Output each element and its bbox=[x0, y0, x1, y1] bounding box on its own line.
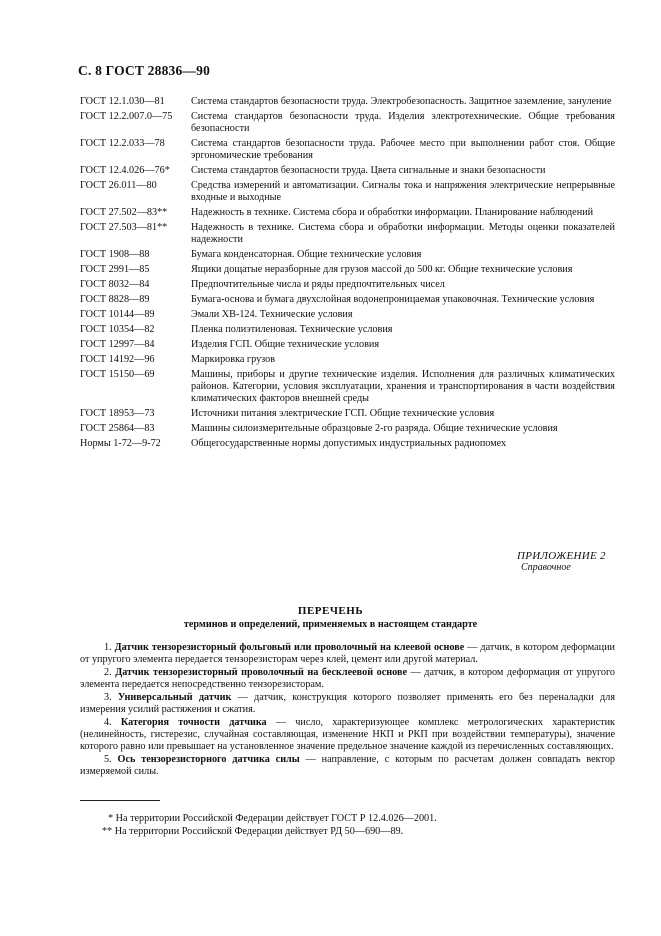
standard-title: Эмали ХВ-124. Технические условия bbox=[191, 309, 353, 320]
footnote: * На территории Российской Федерации действует ГОСТ Р 12.4.026—2001. bbox=[108, 813, 437, 824]
standard-row bbox=[80, 264, 615, 276]
definition-item bbox=[80, 754, 615, 778]
standard-code: ГОСТ 12.4.026—76* bbox=[80, 165, 170, 176]
standard-title: Общегосударственные нормы допустимых индустриальных радиопомех bbox=[191, 438, 507, 449]
standard-title: Машины силоизмерительные образцовые 2-го разряда. Общие технические условия bbox=[191, 423, 558, 434]
standard-row bbox=[80, 165, 615, 177]
standard-title: Источники питания электрические ГСП. Общие технические условия bbox=[191, 408, 495, 419]
definition-text: — датчик, конструкция которого позволяет применять его без переналадки для измерения усилий растяжения и сжатия. bbox=[80, 692, 616, 715]
standard-code: ГОСТ 10354—82 bbox=[80, 324, 155, 335]
standard-title: Бумага конденсаторная. Общие технические условия bbox=[191, 249, 422, 260]
standard-row bbox=[80, 249, 615, 261]
footnote: ** На территории Российской Федерации действует РД 50—690—89. bbox=[102, 826, 404, 837]
standard-title: Предпочтительные числа и ряды предпочтительных чисел bbox=[191, 279, 445, 290]
standard-row bbox=[80, 138, 615, 162]
standard-row bbox=[80, 423, 615, 435]
standard-code: ГОСТ 8032—84 bbox=[80, 279, 150, 290]
definition-term: Категория точности датчика bbox=[120, 717, 267, 728]
terms-heading-subtitle: терминов и определений, применяемых в настоящем стандарте bbox=[183, 619, 478, 630]
standards-list bbox=[80, 96, 615, 453]
standard-title: Изделия ГСП. Общие технические условия bbox=[191, 339, 380, 350]
definition-text: — число, характеризующее комплекс метрологических характеристик (нелинейность, гистерезис, случайная составляющая, изменение НКП и РКП при воздействии температуры), значение которого равно или превышает на установленное значение предельное значение каждой из перечисленных составляющих. bbox=[80, 717, 616, 752]
definition-text: — датчик, в котором деформация от упругого элемента передается непосредственно тензорезисторам. bbox=[80, 667, 615, 690]
standard-code: ГОСТ 8828—89 bbox=[80, 294, 150, 305]
definition-term: Датчик тензорезисторный фольговый или проволочный на клеевой основе bbox=[114, 642, 465, 653]
standard-row bbox=[80, 354, 615, 366]
definition-term: Датчик тензорезисторный проволочный на бесклеевой основе bbox=[115, 667, 407, 678]
standard-row bbox=[80, 309, 615, 321]
standard-title: Маркировка грузов bbox=[191, 354, 276, 365]
standard-title: Пленка полиэтиленовая. Технические условия bbox=[191, 324, 393, 335]
definition-number: 3. bbox=[104, 692, 112, 703]
definition-item bbox=[80, 667, 615, 691]
standard-title: Надежность в технике. Система сбора и обработки информации. Планирование наблюдений bbox=[191, 207, 594, 218]
appendix-label bbox=[517, 550, 617, 573]
standard-code: ГОСТ 15150—69 bbox=[80, 369, 155, 380]
standard-title: Система стандартов безопасности труда. Электробезопасность. Защитное заземление, зануление bbox=[191, 96, 612, 107]
definition-item bbox=[80, 642, 615, 666]
appendix-title: ПРИЛОЖЕНИЕ 2 bbox=[517, 550, 606, 562]
standard-row bbox=[80, 207, 615, 219]
standard-row bbox=[80, 438, 615, 450]
standard-code: ГОСТ 2991—85 bbox=[80, 264, 150, 275]
definition-term: Универсальный датчик bbox=[117, 692, 232, 703]
standard-title: Средства измерений и автоматизации. Сигналы тока и напряжения электрические непрерывные входные и выходные bbox=[191, 180, 615, 203]
standard-row bbox=[80, 408, 615, 420]
page-header: С. 8 ГОСТ 28836—90 bbox=[78, 63, 211, 78]
definition-text: — датчик, в котором деформации от упругого элемента передается тензорезисторам через клей, цемент или другой материал. bbox=[80, 642, 615, 665]
standard-title: Надежность в технике. Система сбора и обработки информации. Методы оценки показателей надежности bbox=[191, 222, 615, 245]
definition-number: 1. bbox=[104, 642, 112, 653]
standard-title: Бумага-основа и бумага двухслойная водонепроницаемая упаковочная. Технические условия bbox=[191, 294, 595, 305]
standard-row bbox=[80, 339, 615, 351]
standard-code: ГОСТ 27.502—83** bbox=[80, 207, 168, 218]
definition-number: 4. bbox=[104, 717, 112, 728]
standard-row bbox=[80, 324, 615, 336]
standard-title: Ящики дощатые неразборные для грузов массой до 500 кг. Общие технические условия bbox=[191, 264, 573, 275]
definition-number: 5. bbox=[104, 754, 112, 765]
definition-item bbox=[80, 692, 615, 716]
definition-text: — направление, с которым по расчетам должен совпадать вектор измеряемой силы. bbox=[80, 754, 616, 777]
appendix-subtitle: Справочное bbox=[521, 562, 571, 573]
standard-row bbox=[80, 279, 615, 291]
standard-row bbox=[80, 96, 615, 108]
standard-code: ГОСТ 12.1.030—81 bbox=[80, 96, 165, 107]
standard-code: ГОСТ 12997—84 bbox=[80, 339, 155, 350]
standard-row bbox=[80, 180, 615, 204]
terms-heading-title: ПЕРЕЧЕНЬ bbox=[297, 605, 364, 617]
standard-code: ГОСТ 10144—89 bbox=[80, 309, 155, 320]
definitions-list bbox=[80, 642, 615, 779]
footnotes bbox=[80, 812, 615, 838]
standard-title: Машины, приборы и другие технические изделия. Исполнения для различных климатических районов. Категории, условия эксплуатации, хранения и транспортирования в части воздействия климатических факторов внешней среды bbox=[191, 369, 615, 404]
standard-title: Система стандартов безопасности труда. Рабочее место при выполнении работ стоя. Общие эргономические требования bbox=[191, 138, 615, 161]
standard-code: ГОСТ 12.2.007.0—75 bbox=[80, 111, 173, 122]
standard-title: Система стандартов безопасности труда. Цвета сигнальные и знаки безопасности bbox=[191, 165, 546, 176]
definition-number: 2. bbox=[104, 667, 112, 678]
standard-row bbox=[80, 111, 615, 135]
standard-code: ГОСТ 12.2.033—78 bbox=[80, 138, 165, 149]
definition-term: Ось тензорезисторного датчика силы bbox=[117, 754, 300, 765]
standard-title: Система стандартов безопасности труда. Изделия электротехнические. Общие требования безопасности bbox=[191, 111, 615, 134]
standard-code: ГОСТ 1908—88 bbox=[80, 249, 150, 260]
footnote-divider bbox=[80, 800, 160, 801]
standard-code: ГОСТ 14192—96 bbox=[80, 354, 155, 365]
standard-row bbox=[80, 369, 615, 405]
standard-row bbox=[80, 222, 615, 246]
standard-row bbox=[80, 294, 615, 306]
standard-code: ГОСТ 18953—73 bbox=[80, 408, 155, 419]
standard-code: ГОСТ 27.503—81** bbox=[80, 222, 168, 233]
standard-code: Нормы 1-72—9-72 bbox=[80, 438, 161, 449]
standard-code: ГОСТ 26.011—80 bbox=[80, 180, 157, 191]
definition-item bbox=[80, 717, 615, 753]
standard-code: ГОСТ 25864—83 bbox=[80, 423, 155, 434]
